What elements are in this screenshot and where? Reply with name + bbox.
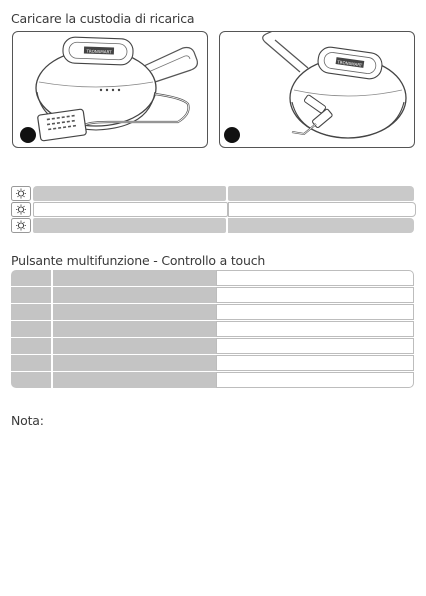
table-cell [216,304,414,320]
table-cell [11,304,51,320]
step-badge-1 [20,127,36,143]
table-row [11,218,414,233]
section-title-touch: Pulsante multifunzione - Controllo a touch [11,253,266,268]
sun-icon [11,218,31,233]
sun-icon [11,202,31,217]
figure-panel-2 [219,31,415,148]
table-cell [33,218,226,233]
table-row [11,372,414,388]
table-row [11,287,414,303]
table-row [11,338,414,354]
table-cell [11,355,51,371]
table-cell [216,321,414,337]
table-cell [53,270,224,286]
table-cell [33,186,226,201]
section-title-charge: Caricare la custodia di ricarica [11,11,195,26]
table-row [11,321,414,337]
table-cell [53,287,224,303]
table-cell [228,202,416,217]
table-cell [11,321,51,337]
table-cell [11,338,51,354]
note-label: Nota: [11,413,44,428]
table-cell [11,372,51,388]
table-cell [11,270,51,286]
touch-control-table [11,270,414,389]
figure-panel-1 [12,31,208,148]
table-row [11,270,414,286]
case-usb-a-illustration [13,32,207,147]
led-indicator-table [11,186,414,234]
table-row [11,355,414,371]
table-cell [216,270,414,286]
table-cell [33,202,228,217]
table-cell [53,304,224,320]
svg-text:TRONSMART: TRONSMART [86,48,112,55]
table-cell [228,218,414,233]
table-cell [53,372,224,388]
table-cell [228,186,414,201]
table-row [11,202,414,217]
table-cell [53,355,224,371]
svg-text:TRONSMART: TRONSMART [337,59,363,68]
table-row [11,186,414,201]
sun-icon [11,186,31,201]
table-cell [216,338,414,354]
table-cell [53,321,224,337]
case-usb-c-illustration [220,32,414,147]
table-cell [11,287,51,303]
table-cell [216,355,414,371]
table-cell [216,287,414,303]
table-row [11,304,414,320]
step-badge-2 [224,127,240,143]
table-cell [53,338,224,354]
table-cell [216,372,414,388]
